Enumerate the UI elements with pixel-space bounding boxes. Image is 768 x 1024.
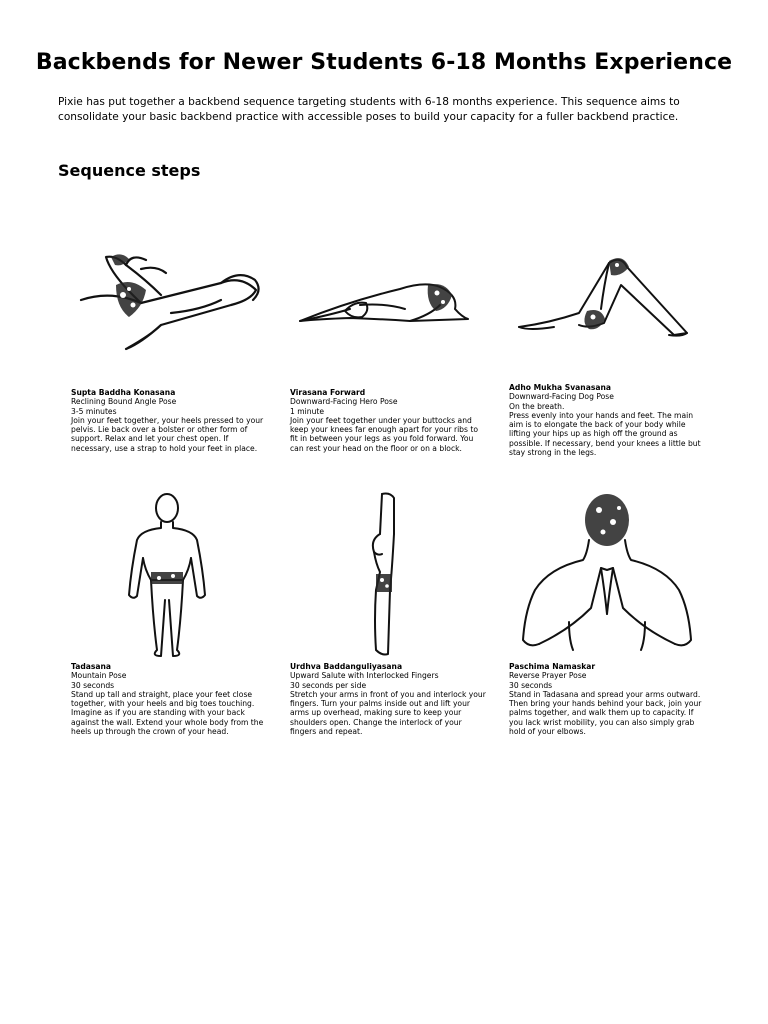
step-figure-4 xyxy=(71,490,271,660)
step-figure-6 xyxy=(509,490,709,660)
step-name: Tadasana xyxy=(71,662,112,671)
hero-forward-figure-icon xyxy=(290,245,490,365)
upward-salute-figure-icon xyxy=(290,490,490,660)
step-description: Stand up tall and straight, place your feet close together, with your heels and big toes touching. Imagine as if you are standing with your back against the wall. Extend your whole body from the heels up through the crown of your head. xyxy=(71,689,264,737)
step-text-2 xyxy=(290,388,486,453)
mountain-pose-figure-icon xyxy=(71,490,271,660)
step-duration: 3-5 minutes xyxy=(71,406,117,416)
step-english-name: Reverse Prayer Pose xyxy=(509,671,587,681)
step-english-name: Reclining Bound Angle Pose xyxy=(71,397,177,407)
step-figure-5 xyxy=(290,490,490,660)
step-text-4 xyxy=(71,662,267,736)
step-text-5 xyxy=(290,662,486,736)
step-name: Supta Baddha Konasana xyxy=(71,388,176,397)
page-title: Backbends for Newer Students 6-18 Months Experience xyxy=(35,50,733,75)
step-description: Stretch your arms in front of you and interlock your fingers. Turn your palms inside out and lift your arms up overhead, making sure to keep your shoulders open. Change the interlock of your fingers and repeat. xyxy=(290,689,486,737)
step-english-name: Upward Salute with Interlocked Fingers xyxy=(290,671,439,681)
step-description: Stand in Tadasana and spread your arms outward. Then bring your hands behind your back, join your palms together, and walk them up to capacity. If you lack wrist mobility, you can also simply grab hold of your elbows. xyxy=(509,689,702,737)
step-name: Adho Mukha Svanasana xyxy=(509,383,612,392)
step-english-name: Downward-Facing Hero Pose xyxy=(290,397,398,407)
intro-paragraph: Pixie has put together a backbend sequence targeting students with 6-18 months experience. This sequence aims to consolidate your basic backbend practice with accessible poses to build your capacity for a fuller backbend practice. xyxy=(58,96,680,123)
step-description: Press evenly into your hands and feet. The main aim is to elongate the back of your body while lifting your hips up as high off the ground as possible. If necessary, bend your knees a little but stay strong in the legs. xyxy=(509,410,701,458)
step-name: Urdhva Baddanguliyasana xyxy=(290,662,403,671)
step-duration: 30 seconds per side xyxy=(290,680,367,690)
step-description: Join your feet together under your buttocks and keep your knees far enough apart for your ribs to fit in between your legs as you fold forward. You can rest your head on the floor or on a block. xyxy=(290,415,479,453)
step-duration: 1 minute xyxy=(290,406,325,416)
step-description: Join your feet together, your heels pressed to your pelvis. Lie back over a bolster or other form of support. Relax and let your chest open. If necessary, use a strap to hold your feet in place. xyxy=(71,415,264,453)
reclining-bound-angle-figure-icon xyxy=(71,245,271,365)
step-name: Virasana Forward xyxy=(290,388,366,397)
step-text-6 xyxy=(509,662,705,736)
step-duration: On the breath. xyxy=(509,401,565,411)
step-name: Paschima Namaskar xyxy=(509,662,596,671)
step-duration: 30 seconds xyxy=(71,680,115,690)
step-figure-3 xyxy=(509,245,709,355)
downward-dog-figure-icon xyxy=(509,245,709,355)
step-english-name: Mountain Pose xyxy=(71,671,127,681)
section-heading: Sequence steps xyxy=(58,161,201,180)
reverse-prayer-figure-icon xyxy=(509,490,709,660)
step-figure-2 xyxy=(290,245,490,365)
step-english-name: Downward-Facing Dog Pose xyxy=(509,392,614,402)
step-text-1 xyxy=(71,388,267,453)
step-figure-1 xyxy=(71,245,271,365)
step-duration: 30 seconds xyxy=(509,680,553,690)
step-text-3 xyxy=(509,383,705,457)
